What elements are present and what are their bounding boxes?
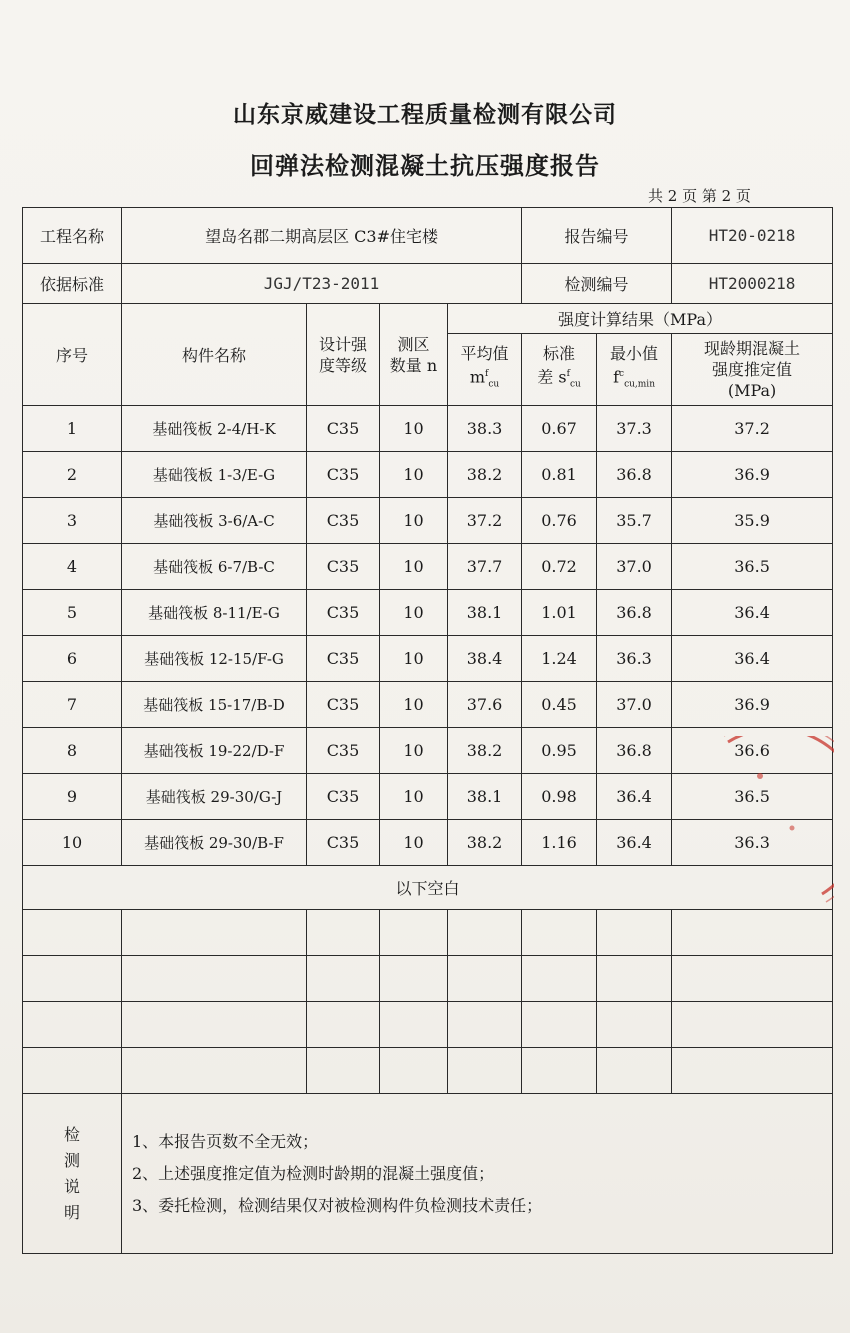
row-mean: 38.3: [448, 406, 522, 452]
table-row: [23, 452, 833, 498]
row-zones: 10: [380, 498, 448, 544]
col-std-header: 标准 差 $s^f_{cu}$: [522, 334, 597, 406]
row-std: 0.76: [522, 498, 597, 544]
row-grade: C35: [307, 452, 380, 498]
row-seq: 3: [23, 498, 122, 544]
row-seq: 1: [23, 406, 122, 452]
row-zones: 10: [380, 544, 448, 590]
row-component: 基础筏板 8-11/E-G: [122, 590, 307, 636]
row-zones: 10: [380, 774, 448, 820]
row-zones: 10: [380, 590, 448, 636]
row-grade: C35: [307, 590, 380, 636]
row-min: 36.8: [597, 590, 672, 636]
row-min: 36.4: [597, 820, 672, 866]
row-zones: 10: [380, 452, 448, 498]
blank-note: 以下空白: [23, 866, 833, 910]
row-component: 基础筏板 1-3/E-G: [122, 452, 307, 498]
row-component: 基础筏板 19-22/D-F: [122, 728, 307, 774]
table-row: [23, 820, 833, 866]
table-row: [23, 498, 833, 544]
col-seq-header: 序号: [23, 304, 122, 406]
table-row: [23, 682, 833, 728]
row-est: 36.9: [672, 682, 833, 728]
col-component-header: 构件名称: [122, 304, 307, 406]
row-zones: 10: [380, 728, 448, 774]
row-mean: 37.6: [448, 682, 522, 728]
row-est: 35.9: [672, 498, 833, 544]
row-seq: 9: [23, 774, 122, 820]
row-min: 36.4: [597, 774, 672, 820]
note-item: 2、上述强度推定值为检测时龄期的混凝土强度值；: [132, 1163, 495, 1183]
row-seq: 6: [23, 636, 122, 682]
col-min-header: 最小值 $f^c_{cu,min}$: [597, 334, 672, 406]
notes-row: [23, 1094, 833, 1254]
row-est: 36.4: [672, 636, 833, 682]
row-component: 基础筏板 29-30/B-F: [122, 820, 307, 866]
col-grade-header: 设计强 度等级: [307, 304, 380, 406]
row-component: 基础筏板 29-30/G-J: [122, 774, 307, 820]
row-zones: 10: [380, 682, 448, 728]
row-grade: C35: [307, 498, 380, 544]
row-grade: C35: [307, 774, 380, 820]
row-grade: C35: [307, 728, 380, 774]
col-group-header: 强度计算结果（MPa）: [448, 304, 833, 334]
table-row: [23, 728, 833, 774]
row-std: 1.24: [522, 636, 597, 682]
row-std: 0.95: [522, 728, 597, 774]
note-item: 1、本报告页数不全无效；: [132, 1131, 319, 1151]
row-min: 37.3: [597, 406, 672, 452]
col-mean-header: 平均值 $m^f_{cu}$: [448, 334, 522, 406]
row-mean: 38.1: [448, 774, 522, 820]
row-zones: 10: [380, 820, 448, 866]
project-label: 工程名称: [23, 208, 122, 264]
table-row: [23, 590, 833, 636]
row-seq: 8: [23, 728, 122, 774]
row-min: 37.0: [597, 682, 672, 728]
table-row: [23, 544, 833, 590]
row-seq: 2: [23, 452, 122, 498]
row-zones: 10: [380, 406, 448, 452]
test-no-label: 检测编号: [522, 264, 672, 304]
project-value: 望岛名郡二期高层区 C3#住宅楼: [122, 208, 522, 264]
header-row-1: [23, 304, 833, 334]
row-est: 36.5: [672, 544, 833, 590]
row-grade: C35: [307, 820, 380, 866]
row-est: 36.4: [672, 590, 833, 636]
row-std: 1.01: [522, 590, 597, 636]
row-mean: 37.7: [448, 544, 522, 590]
row-min: 35.7: [597, 498, 672, 544]
standard-label: 依据标准: [23, 264, 122, 304]
data-rows: [23, 406, 833, 866]
row-est: 36.3: [672, 820, 833, 866]
notes-body: [122, 1094, 833, 1254]
row-mean: 38.1: [448, 590, 522, 636]
empty-row: [23, 1048, 833, 1094]
note-item: 3、委托检测，检测结果仅对被检测构件负检测技术责任；: [132, 1195, 543, 1215]
row-std: 0.67: [522, 406, 597, 452]
row-seq: 4: [23, 544, 122, 590]
company-name: 山东京威建设工程质量检测有限公司: [233, 101, 617, 128]
row-seq: 5: [23, 590, 122, 636]
notes-label: 检 测 说 明: [23, 1094, 122, 1254]
row-mean: 38.2: [448, 452, 522, 498]
row-est: 36.9: [672, 452, 833, 498]
row-min: 37.0: [597, 544, 672, 590]
row-grade: C35: [307, 544, 380, 590]
test-no-value: HT2000218: [672, 264, 833, 304]
row-seq: 7: [23, 682, 122, 728]
row-mean: 38.4: [448, 636, 522, 682]
row-component: 基础筏板 6-7/B-C: [122, 544, 307, 590]
row-est: 36.6: [672, 728, 833, 774]
page-indicator: 共 2 页 第 2 页: [648, 187, 751, 205]
report-table: [22, 207, 833, 1254]
table-row: [23, 636, 833, 682]
row-component: 基础筏板 3-6/A-C: [122, 498, 307, 544]
col-est-header: 现龄期混凝土 强度推定值 (MPa): [672, 334, 833, 406]
row-est: 37.2: [672, 406, 833, 452]
row-std: 1.16: [522, 820, 597, 866]
row-component: 基础筏板 12-15/F-G: [122, 636, 307, 682]
info-row-standard: [23, 264, 833, 304]
row-grade: C35: [307, 636, 380, 682]
row-min: 36.3: [597, 636, 672, 682]
row-grade: C35: [307, 406, 380, 452]
row-component: 基础筏板 15-17/B-D: [122, 682, 307, 728]
report-title: 回弹法检测混凝土抗压强度报告: [250, 151, 600, 180]
row-grade: C35: [307, 682, 380, 728]
row-component: 基础筏板 2-4/H-K: [122, 406, 307, 452]
info-row-project: [23, 208, 833, 264]
row-std: 0.98: [522, 774, 597, 820]
row-min: 36.8: [597, 728, 672, 774]
empty-row: [23, 1002, 833, 1048]
row-mean: 38.2: [448, 728, 522, 774]
table-row: [23, 774, 833, 820]
empty-row: [23, 910, 833, 956]
report-no-label: 报告编号: [522, 208, 672, 264]
blank-note-row: [23, 866, 833, 910]
row-std: 0.45: [522, 682, 597, 728]
row-seq: 10: [23, 820, 122, 866]
report-no-value: HT20-0218: [672, 208, 833, 264]
row-min: 36.8: [597, 452, 672, 498]
row-zones: 10: [380, 636, 448, 682]
empty-row: [23, 956, 833, 1002]
row-mean: 37.2: [448, 498, 522, 544]
table-row: [23, 406, 833, 452]
col-zones-header: 测区 数量 n: [380, 304, 448, 406]
row-std: 0.81: [522, 452, 597, 498]
standard-value: JGJ/T23-2011: [122, 264, 522, 304]
row-mean: 38.2: [448, 820, 522, 866]
row-std: 0.72: [522, 544, 597, 590]
row-est: 36.5: [672, 774, 833, 820]
